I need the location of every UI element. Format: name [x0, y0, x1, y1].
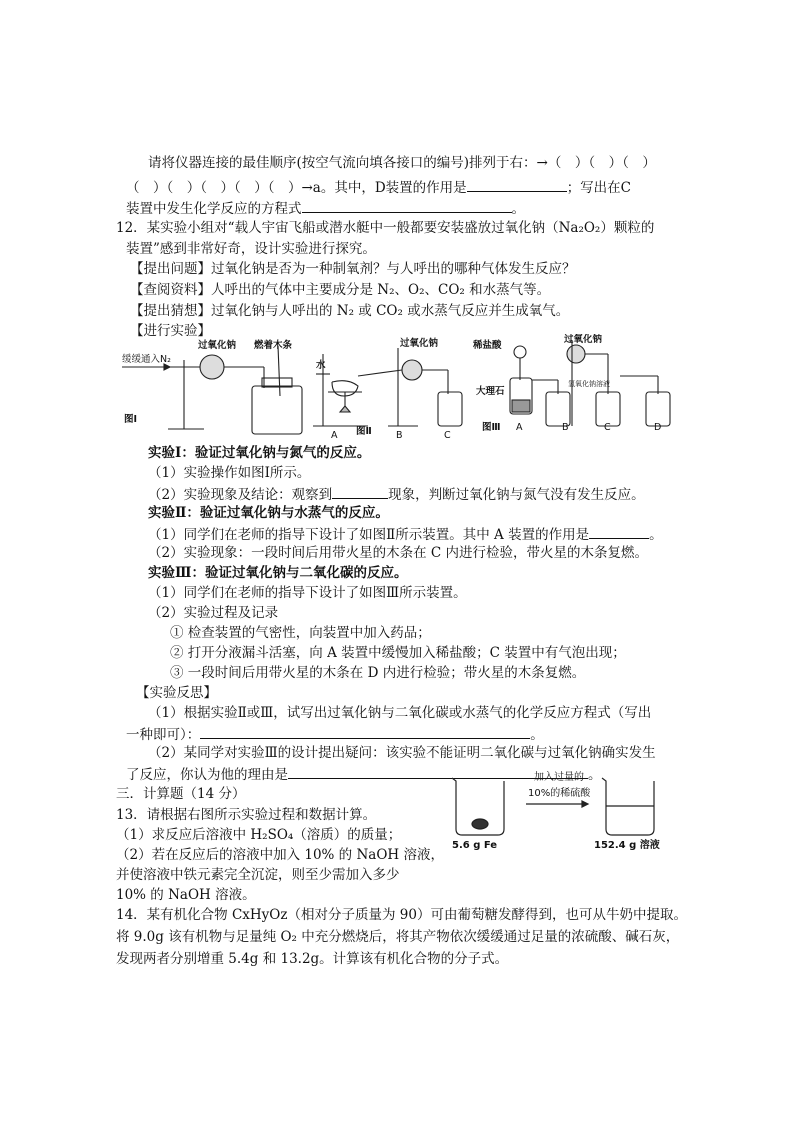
answer-blank[interactable]	[332, 484, 388, 499]
reflect-heading: 【实验反思】	[136, 685, 217, 701]
exp2-step2: （2）实验现象：一段时间后用带火星的木条在 C 内进行检验，带火星的木条复燃。	[148, 545, 648, 561]
q11-line2-text: （ ）（ ）（ ）（ ）（ ）→a。其中，D装置的作用是	[126, 180, 467, 196]
reflect-2-text: 了反应，你认为他的理由是	[126, 767, 288, 783]
q13-right-label: 152.4 g 溶液	[594, 840, 660, 851]
q14-line3: 发现两者分别增重 5.4g 和 13.2g。计算该有机化合物的分子式。	[116, 951, 509, 967]
fig2-a-label: A	[331, 430, 338, 441]
fig2-water-label: 水	[316, 360, 326, 371]
fig3-reagent-label: 过氧化钠	[564, 334, 603, 345]
reflect-1-line2	[126, 724, 544, 745]
fig1-reagent-label: 过氧化钠	[198, 340, 237, 351]
fig3-a-label: A	[516, 422, 523, 433]
fig3-b-label: B	[562, 422, 569, 433]
section-3-title: 三．计算题（14 分）	[116, 786, 246, 802]
reflect-1-line1: （1）根据实验Ⅱ或Ⅲ，试写出过氧化钠与二氧化碳或水蒸气的化学反应方程式（写出	[148, 705, 652, 721]
apparatus-figures	[118, 334, 678, 442]
q13-line4: 并使溶液中铁元素完全沉淀，则至少需加入多少	[116, 867, 400, 883]
q13-line5: 10% 的 NaOH 溶液。	[116, 887, 256, 903]
q13-line1: 13．请根据右图所示实验过程和数据计算。	[116, 807, 377, 823]
fig2-b-label: B	[396, 430, 403, 441]
q11-line3-text: 装置中发生化学反应的方程式	[126, 201, 302, 217]
exp1-step2	[148, 484, 645, 505]
answer-blank[interactable]	[200, 724, 530, 739]
exp1-step2-text-b: 现象，判断过氧化钠与氮气没有发生反应。	[388, 487, 645, 503]
q12-proceed: 【进行实验】	[130, 323, 211, 339]
fig1-gas-label: 缓缓通入N₂	[122, 354, 171, 365]
fig2-reagent-label: 过氧化钠	[400, 338, 439, 349]
reflect-1-end: 。	[530, 727, 544, 743]
q13-diagram	[444, 764, 674, 854]
exp2-title: 实验Ⅱ：验证过氧化钠与水蒸气的反应。	[148, 505, 389, 521]
exp1-title: 实验Ⅰ：验证过氧化钠与氮气的反应。	[148, 445, 371, 461]
fig3-acid-label: 稀盐酸	[473, 340, 502, 351]
exp2-step1-text-b: 。	[649, 527, 663, 543]
q13-left-label: 5.6 g Fe	[452, 840, 498, 851]
exp3-record-3: ③ 一段时间后用带火星的木条在 D 内进行检验；带火星的木条复燃。	[170, 665, 586, 681]
q14-line2: 将 9.0g 该有机物与足量纯 O₂ 中充分燃烧后，将其产物依次缓缓通过足量的浓硫酸、碱石灰，	[116, 929, 680, 945]
fig3-naoh-label: 氢氧化钠溶液	[568, 380, 610, 388]
exp3-step2: （2）实验过程及记录	[148, 605, 279, 621]
fig3-d-label: D	[654, 422, 662, 433]
exp3-step1: （1）同学们在老师的指导下设计了如图Ⅲ所示装置。	[148, 585, 467, 601]
exp3-record-1: ① 检查装置的气密性，向装置中加入药品；	[170, 625, 431, 641]
q11-line1: 请将仪器连接的最佳顺序(按空气流向填各接口的编号)排列于右：→（ ）（ ）（ ）	[148, 155, 656, 171]
fig3-label: 图Ⅲ	[482, 422, 501, 433]
q12-info: 【查阅资料】人呼出的气体中主要成分是 N₂、O₂、CO₂ 和水蒸气等。	[130, 282, 551, 298]
q13-line2: （1）求反应后溶液中 H₂SO₄（溶质）的质量；	[116, 827, 402, 843]
exp3-record-2: ② 打开分液漏斗活塞，向 A 装置中缓慢加入稀盐酸；C 装置中有气泡出现；	[170, 645, 626, 661]
fig3-marble-label: 大理石	[476, 386, 505, 397]
q13-arrow-line2: 10%的稀硫酸	[528, 788, 591, 799]
q12-intro-line1: 12．某实验小组对“载人宇宙飞船或潜水艇中一般都要安装盛放过氧化钠（Na₂O₂）颗粒的	[116, 220, 655, 236]
q13-line3: （2）若在反应后的溶液中加入 10% 的 NaOH 溶液，	[116, 847, 444, 863]
answer-blank[interactable]	[302, 198, 512, 213]
q12-intro-line2: 装置”感到非常好奇，设计实验进行探究。	[126, 241, 376, 257]
exp2-step1	[148, 524, 663, 545]
exp1-step1: （1）实验操作如图Ⅰ所示。	[148, 465, 311, 481]
q11-line3: 装置中发生化学反应的方程式 。	[126, 198, 525, 219]
q12-question: 【提出问题】过氧化钠是否为一种制氧剂？与人呼出的哪种气体发生反应？	[130, 261, 576, 277]
reflect-2-end: 。	[588, 767, 602, 783]
answer-blank[interactable]	[589, 524, 649, 539]
fig3-c-label: C	[604, 422, 611, 433]
exp1-step2-text: （2）实验现象及结论：观察到	[148, 487, 333, 503]
q13-arrow-line1: 加入过量的	[534, 772, 584, 783]
reflect-1-text: 一种即可）：	[126, 727, 201, 743]
q11-line2	[126, 177, 631, 198]
fig2-c-label: C	[444, 430, 451, 441]
answer-blank[interactable]	[467, 177, 567, 192]
fig1-label: 图Ⅰ	[124, 414, 138, 425]
exp2-step1-text: （1）同学们在老师的指导下设计了如图Ⅱ所示装置。其中 A 装置的作用是	[148, 527, 590, 543]
q14-line1: 14．某有机化合物 CxHyOz（相对分子质量为 90）可由葡萄糖发酵得到，也可从牛奶中提取。	[116, 907, 687, 923]
fig2-label: 图Ⅱ	[356, 426, 372, 437]
q11-line2-text-b: ；写出在C	[566, 180, 632, 196]
fig1-splint-label: 燃着木条	[254, 340, 293, 351]
reflect-2-line1: （2）某同学对实验Ⅲ的设计提出疑问：该实验不能证明二氧化碳与过氧化钠确实发生	[148, 745, 656, 761]
exp3-title: 实验Ⅲ：验证过氧化钠与二氧化碳的反应。	[148, 565, 408, 581]
q12-guess: 【提出猜想】过氧化钠与人呼出的 N₂ 或 CO₂ 或水蒸气反应并生成氧气。	[130, 303, 570, 319]
